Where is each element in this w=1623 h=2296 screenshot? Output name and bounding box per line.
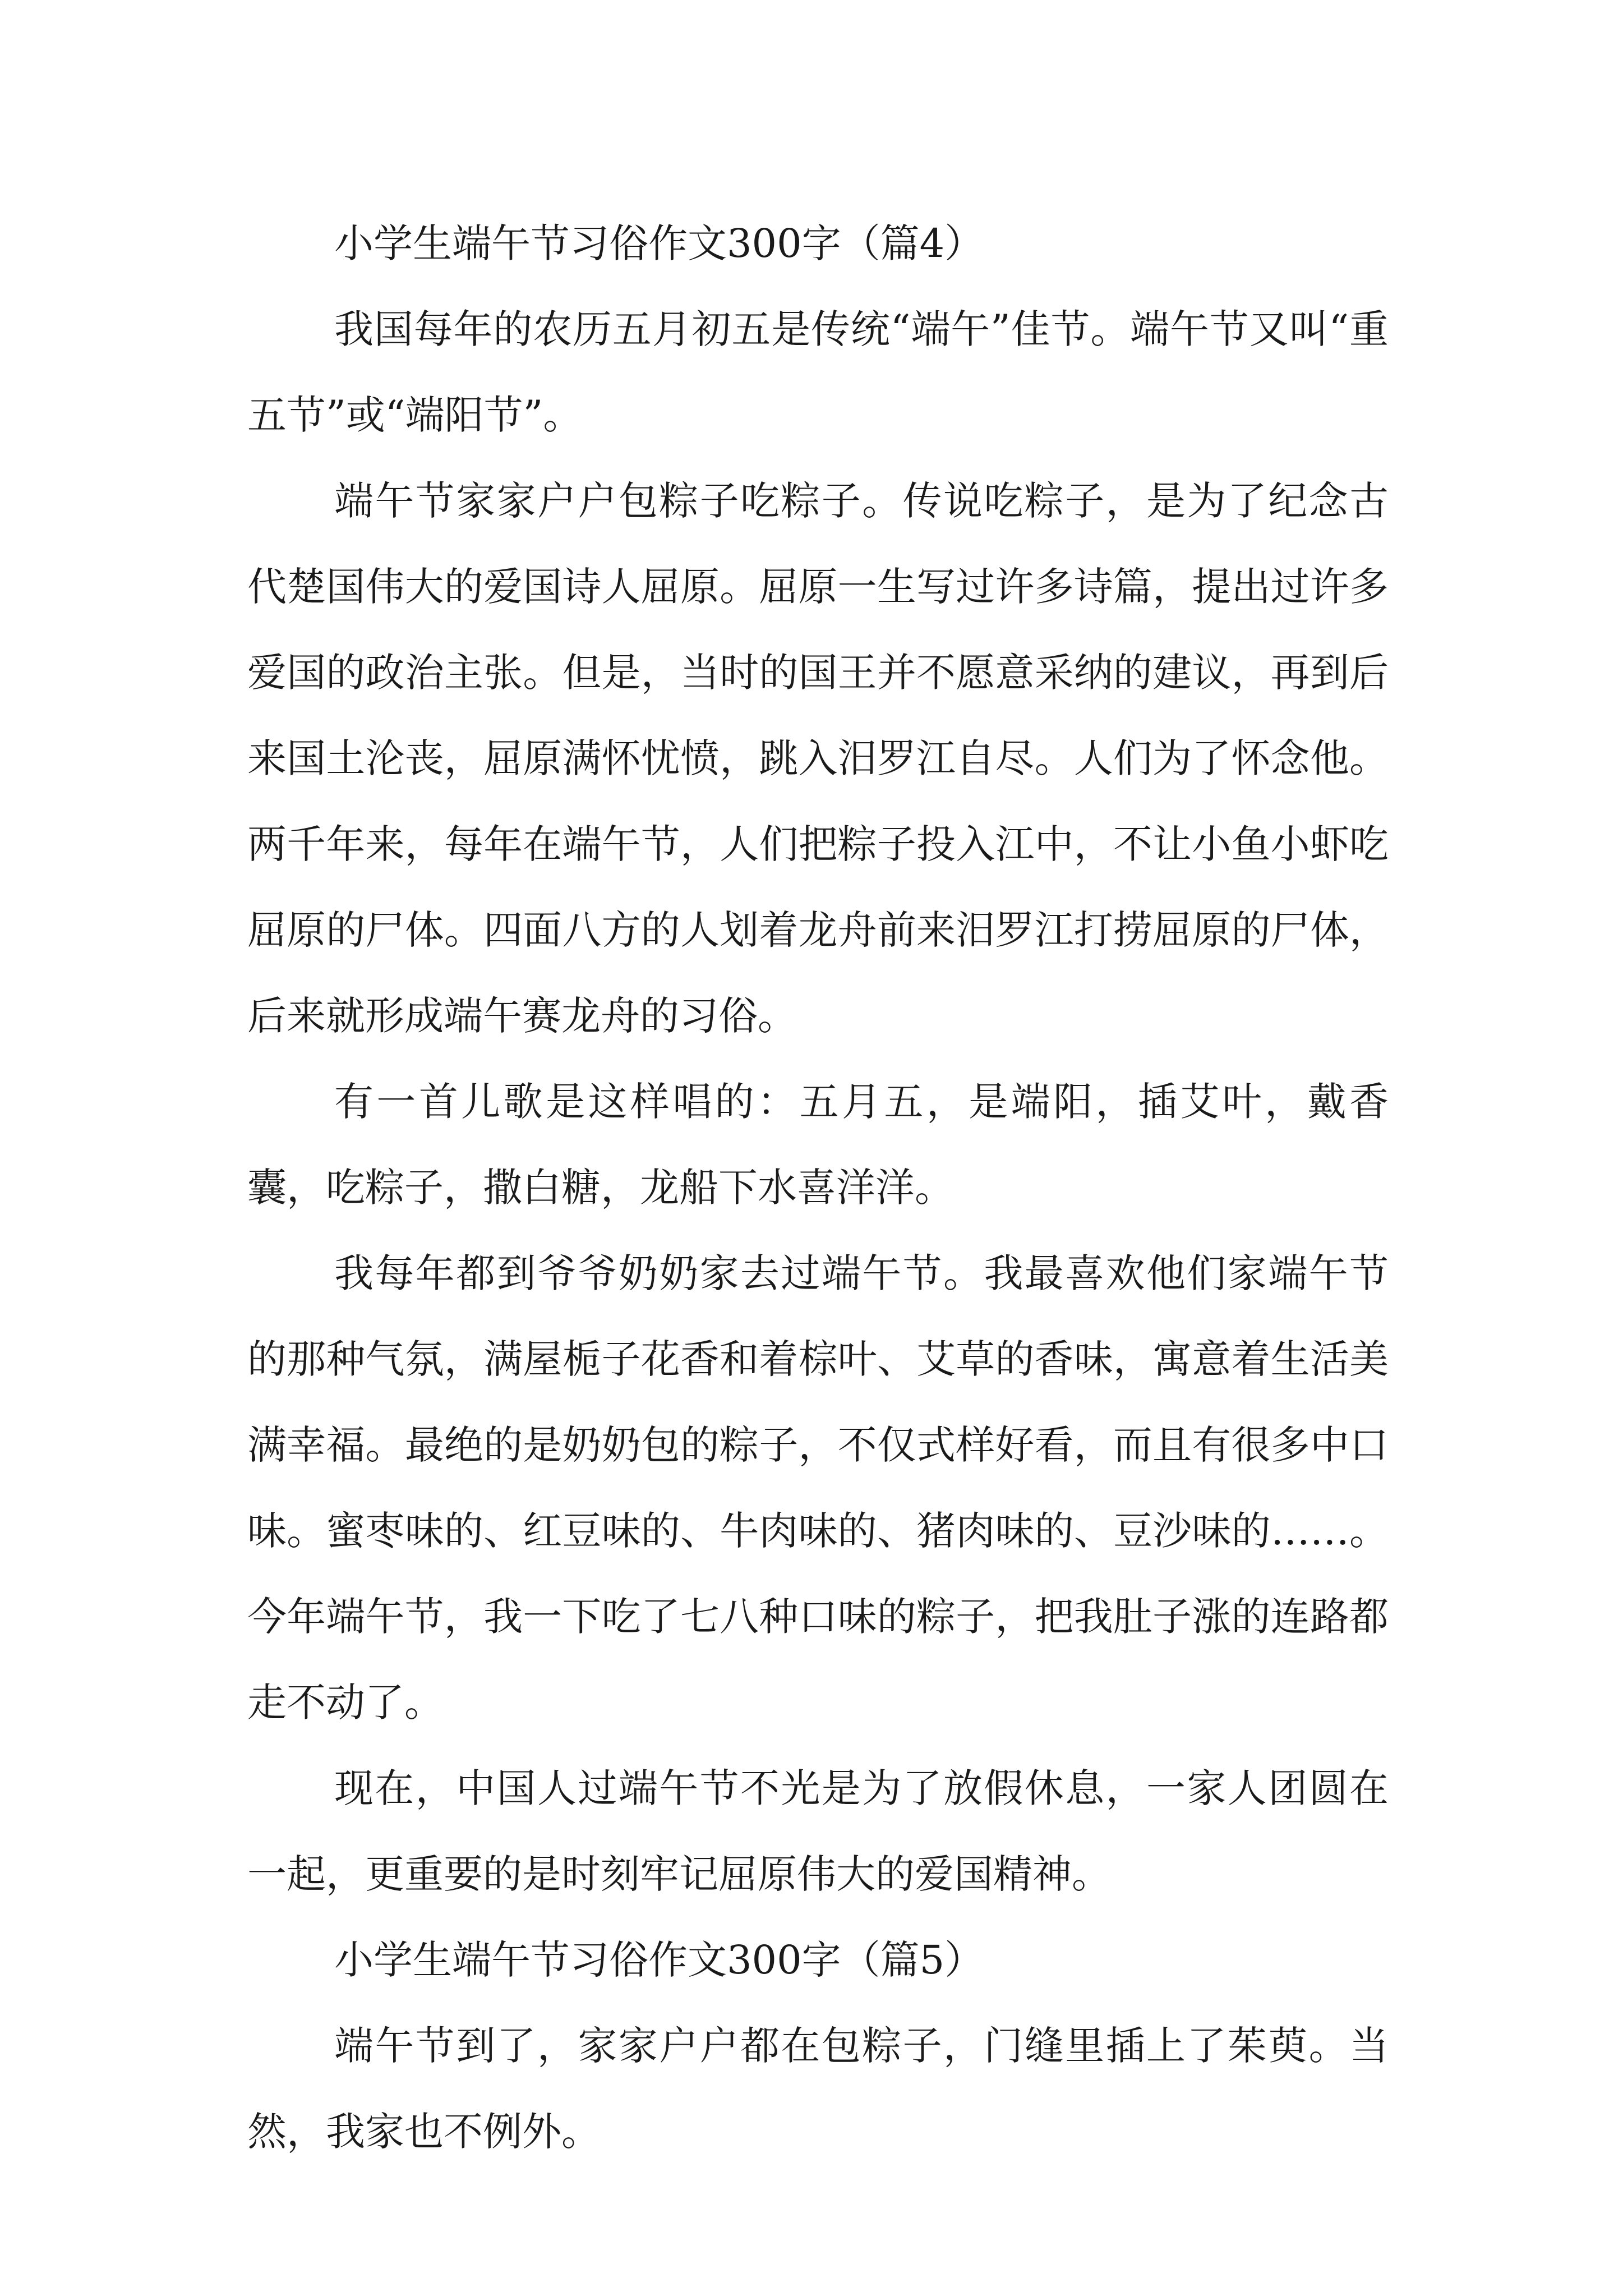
paragraph-intro: 我国每年的农历五月初五是传统“端午”佳节。端午节又叫“重五节”或“端阳节”。 <box>247 306 1389 438</box>
paragraph-quyuan: 端午节家家户户包粽子吃粽子。传说吃粽子，是为了纪念古代楚国伟大的爱国诗人屈原。屈原一生写过许多诗篇，提出过许多爱国的政治主张。但是，当时的国王并不愿意采纳的建议，再到后来国土沦丧，屈原满怀忧愤，跳入汨罗江自尽。人们为了怀念他。两千年来，每年在端午节，人们把粽子投入江中，不让小鱼小虾吃屈原的尸体。四面八方的人划着龙舟前来汨罗江打捞屈原的尸体，后来就形成端午赛龙舟的习俗。 <box>247 478 1389 1039</box>
essay-heading-4: 小学生端午节习俗作文300字（篇4） <box>334 220 984 266</box>
paragraph-conclusion: 现在，中国人过端午节不光是为了放假休息，一家人团圆在一起，更重要的是时刻牢记屈原伟大的爱国精神。 <box>247 1765 1389 1897</box>
document-body <box>247 201 1389 2175</box>
paragraph-song: 有一首儿歌是这样唱的：五月五，是端阳，插艾叶，戴香囊，吃粽子，撒白糖，龙船下水喜洋洋。 <box>247 1079 1389 1211</box>
paragraph-essay5-start: 端午节到了，家家户户都在包粽子，门缝里插上了茱萸。当然，我家也不例外。 <box>247 2023 1389 2155</box>
paragraph-grandparents: 我每年都到爷爷奶奶家去过端午节。我最喜欢他们家端午节的那种气氛，满屋栀子花香和着棕叶、艾草的香味，寓意着生活美满幸福。最绝的是奶奶包的粽子，不仅式样好看，而且有很多中口味。蜜枣味的、红豆味的、牛肉味的、猪肉味的、豆沙味的……。今年端午节，我一下吃了七八种口味的粽子，把我肚子涨的连路都走不动了。 <box>247 1250 1389 1726</box>
essay-heading-5: 小学生端午节习俗作文300字（篇5） <box>334 1937 984 1983</box>
